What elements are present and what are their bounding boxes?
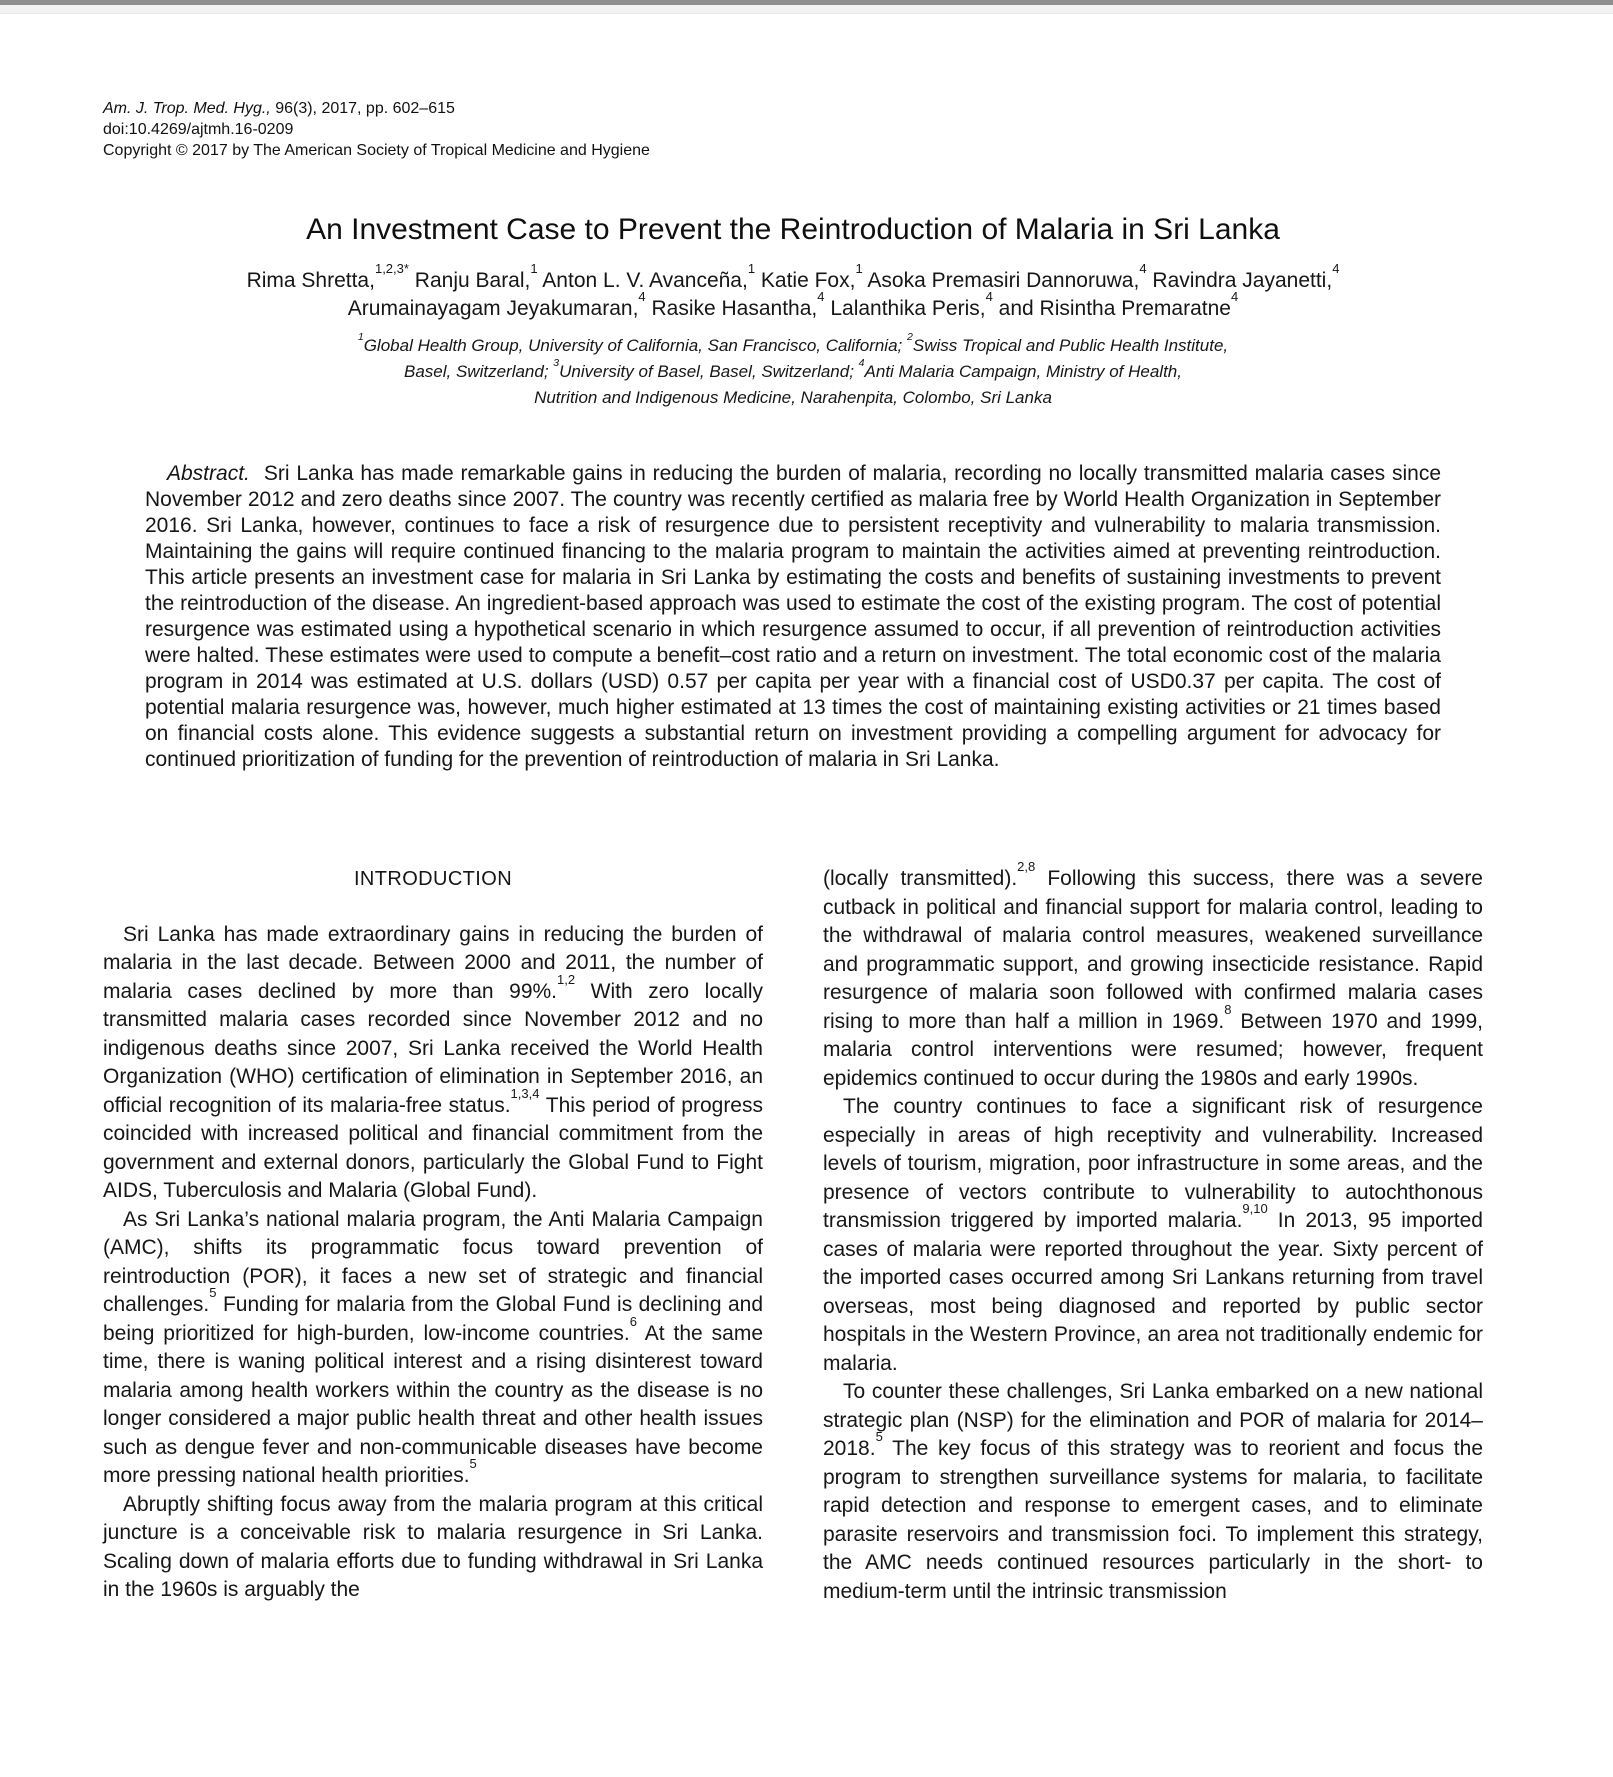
- authors-line-1: Rima Shretta,$^{1,2,3*}$ Ranju Baral,$^1$ Anton L. V. Avanceña,$^1$ Katie Fox,$^1$ Asoka Premasiri Dannoruwa,$^4$ Ravindra Jayanetti,$^4$: [246, 261, 1340, 292]
- authors-block: [103, 261, 1483, 323]
- affiliation-line: $^1$Global Health Group, University of California, San Francisco, California; $^2$Swiss Tropical and Public Health Institute,: [357, 330, 1229, 355]
- paragraph: As Sri Lanka’s national malaria program, the Anti Malaria Campaign (AMC), shifts its programmatic focus toward prevention of reintroduction (POR), it faces a new set of strategic and financial challenges.$^5$ Funding for malaria from the Global Fund is declining and being prioritized for high-burden, low-income countries.$^6$ At the same time, there is waning political interest and a rising disinterest toward malaria among health workers within the country as the disease is no longer considered a major public health threat and other health issues such as dengue fever and non-communicable diseases have become more pressing national health priorities.$^5$: [103, 1207, 763, 1487]
- viewer-top-edge-light: [0, 5, 1613, 14]
- abstract-label: Abstract.: [167, 462, 250, 485]
- page-content: [103, 14, 1483, 1606]
- paragraph: The country continues to face a significant risk of resurgence especially in areas of high receptivity and vulnerability. Increased levels of tourism, migration, poor infrastructure in some areas, and the presence of vectors contribute to vulnerability to autochthonous transmission triggered by imported malaria.$^{9,10}$ In 2013, 95 imported cases of malaria were reported throughout the year. Sixty percent of the imported cases occurred among Sri Lankans returning from travel overseas, most being diagnosed and reported by public sector hospitals in the Western Province, an area not traditionally endemic for malaria.: [823, 1095, 1483, 1375]
- paragraph: (locally transmitted).$^{2,8}$ Following this success, there was a severe cutback in political and financial support for malaria control, leading to the withdrawal of malaria control measures, weakened surveillance and programmatic support, and growing insecticide resistance. Rapid resurgence of malaria soon followed with confirmed malaria cases rising to more than half a million in 1969.$^8$ Between 1970 and 1999, malaria control interventions were resumed; however, frequent epidemics continued to occur during the 1980s and early 1990s.: [823, 859, 1483, 1090]
- doi-line: doi:10.4269/ajtmh.16-0209: [103, 121, 294, 138]
- copyright-line: Copyright © 2017 by The American Society of Tropical Medicine and Hygiene: [103, 142, 650, 159]
- affiliations-block: [103, 330, 1483, 411]
- authors-line-2: Arumainayagam Jeyakumaran,$^4$ Rasike Hasantha,$^4$ Lalanthika Peris,$^4$ and Risintha Premaratne$^4$: [347, 289, 1239, 320]
- paragraph: Sri Lanka has made extraordinary gains in reducing the burden of malaria in the last decade. Between 2000 and 2011, the number of malaria cases declined by more than 99%.$^{1,2}$ With zero locally transmitted malaria cases recorded since November 2012 and no indigenous deaths since 2007, Sri Lanka received the World Health Organization (WHO) certification of elimination in September 2016, an official recognition of its malaria-free status.$^{1,3,4}$ This period of progress coincided with increased political and financial commitment from the government and external donors, particularly the Global Fund to Fight AIDS, Tuberculosis and Malaria (Global Fund).: [103, 922, 763, 1202]
- left-column: [103, 865, 763, 1606]
- paragraph: To counter these challenges, Sri Lanka embarked on a new national strategic plan (NSP) for the elimination and POR of malaria for 2014–2018.$^5$ The key focus of this strategy was to reorient and focus the program to strengthen surveillance systems for malaria, to facilitate rapid detection and response to emergent cases, and to eliminate parasite reservoirs and transmission foci. To implement this strategy, the AMC needs continued resources particularly in the short- to medium-term until the intrinsic transmission: [823, 1380, 1483, 1603]
- paragraph: Abruptly shifting focus away from the malaria program at this critical juncture is a conceivable risk to malaria resurgence in Sri Lanka. Scaling down of malaria efforts due to funding withdrawal in Sri Lanka in the 1960s is arguably the: [103, 1492, 763, 1601]
- left-column-paragraphs: [103, 921, 763, 1605]
- affiliation-line: Nutrition and Indigenous Medicine, Narahenpita, Colombo, Sri Lanka: [534, 388, 1052, 407]
- two-column-body: [103, 859, 1483, 1606]
- article-title: An Investment Case to Prevent the Reintroduction of Malaria in Sri Lanka: [306, 213, 1280, 246]
- journal-citation-line: [103, 98, 1483, 119]
- abstract-paragraph: [145, 461, 1441, 773]
- affiliation-line: Basel, Switzerland; $^3$University of Basel, Basel, Switzerland; $^4$Anti Malaria Campaign, Ministry of Health,: [404, 356, 1182, 381]
- journal-citation-block: [103, 98, 1483, 161]
- abstract-text: Sri Lanka has made remarkable gains in reducing the burden of malaria, recording no locally transmitted malaria cases since November 2012 and zero deaths since 2007. The country was recently certified as malaria free by World Health Organization in September 2016. Sri Lanka, however, continues to face a risk of resurgence due to persistent receptivity and vulnerability to malaria transmission. Maintaining the gains will require continued financing to the malaria program to maintain the activities aimed at preventing reintroduction. This article presents an investment case for malaria in Sri Lanka by estimating the costs and benefits of sustaining investments to prevent the reintroduction of the disease. An ingredient-based approach was used to estimate the cost of the existing program. The cost of potential resurgence was estimated using a hypothetical scenario in which resurgence assumed to occur, if all prevention of reintroduction activities were halted. These estimates were used to compute a benefit–cost ratio and a return on investment. The total economic cost of the malaria program in 2014 was estimated at U.S. dollars (USD) 0.57 per capita per year with a financial cost of USD0.37 per capita. The cost of potential malaria resurgence was, however, much higher estimated at 13 times the cost of maintaining existing activities or 21 times based on financial costs alone. This evidence suggests a substantial return on investment providing a compelling argument for advocacy for continued prioritization of funding for the prevention of reintroduction of malaria in Sri Lanka.: [145, 462, 1441, 771]
- journal-issue-pages: 96(3), 2017, pp. 602–615: [270, 100, 455, 117]
- journal-name: Am. J. Trop. Med. Hyg.,: [103, 100, 271, 117]
- right-column: [823, 859, 1483, 1606]
- right-column-paragraphs: [823, 859, 1483, 1606]
- introduction-heading: INTRODUCTION: [353, 868, 513, 890]
